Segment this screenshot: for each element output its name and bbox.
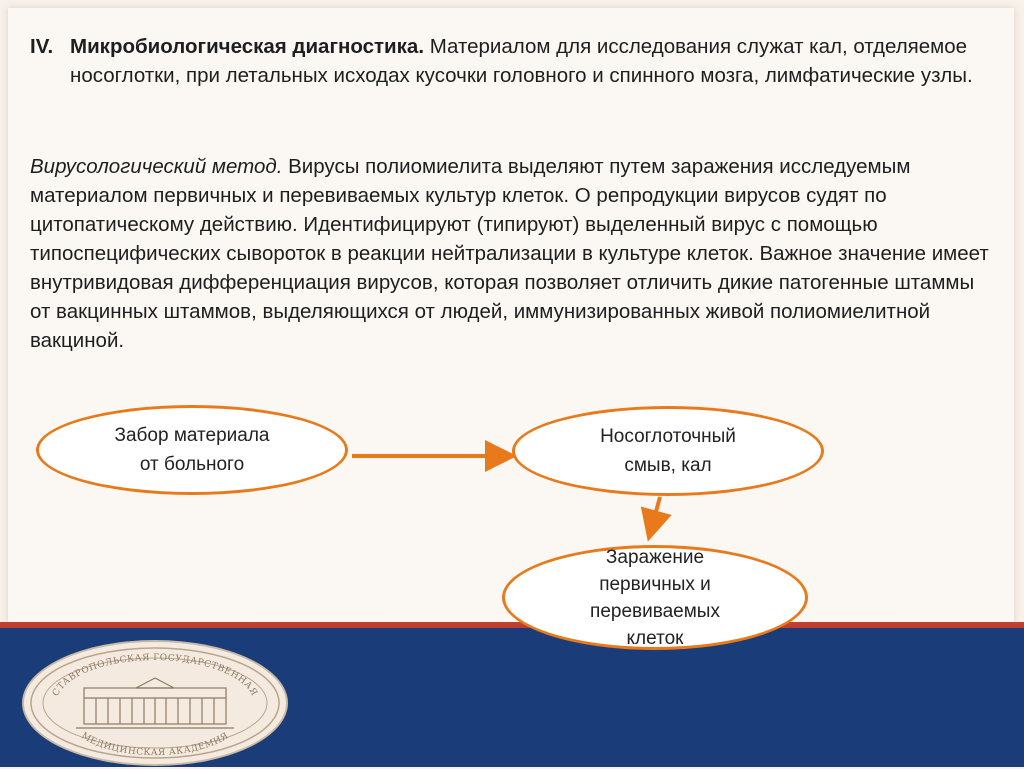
academy-logo [22,640,288,766]
method-label: Вирусологический метод. [30,155,283,178]
academy-building-icon [24,642,286,764]
section-body: Материалом для исследования служат кал, отделяемое носоглотки, при летальных исходах кусочки головного и спинного мозга, лимфатические узлы. [70,35,973,87]
arrow-step2-to-step3 [651,497,660,530]
flow-step-cell-infection: Заражение первичных и перевиваемых клеток [502,545,808,650]
section-title: Микробиологическая диагностика. [70,35,425,58]
flow-step-collect-material: Забор материала от больного [36,405,348,495]
svg-text:МЕДИЦИНСКАЯ АКАДЕМИЯ: МЕДИЦИНСКАЯ АКАДЕМИЯ [79,731,231,759]
method-text: Вирусы полиомиелита выделяют путем заражения исследуемым материалом первичных и перевиваемых культур клеток. О репродукции вирусов судят по цитопатическому действию. Идентифицируют (типируют) выделенный вирус с помощью типоспецифических сывороток в реакции нейтрализации в культуре клеток. Важное значение имеет внутривидовая дифференциация вирусов, которая позволяет отличить дикие патогенные штаммы от вакцинных штаммов, выделяющихся от людей, иммунизированных живой полиомиелитной вакциной. [30,155,989,352]
svg-text:СТАВРОПОЛЬСКАЯ ГОСУДАРСТВЕННАЯ: СТАВРОПОЛЬСКАЯ ГОСУДАРСТВЕННАЯ [51,652,259,699]
flow-step-nasopharyngeal-wash: Носоглоточный смыв, кал [512,406,824,496]
section-number: IV. [30,35,54,58]
